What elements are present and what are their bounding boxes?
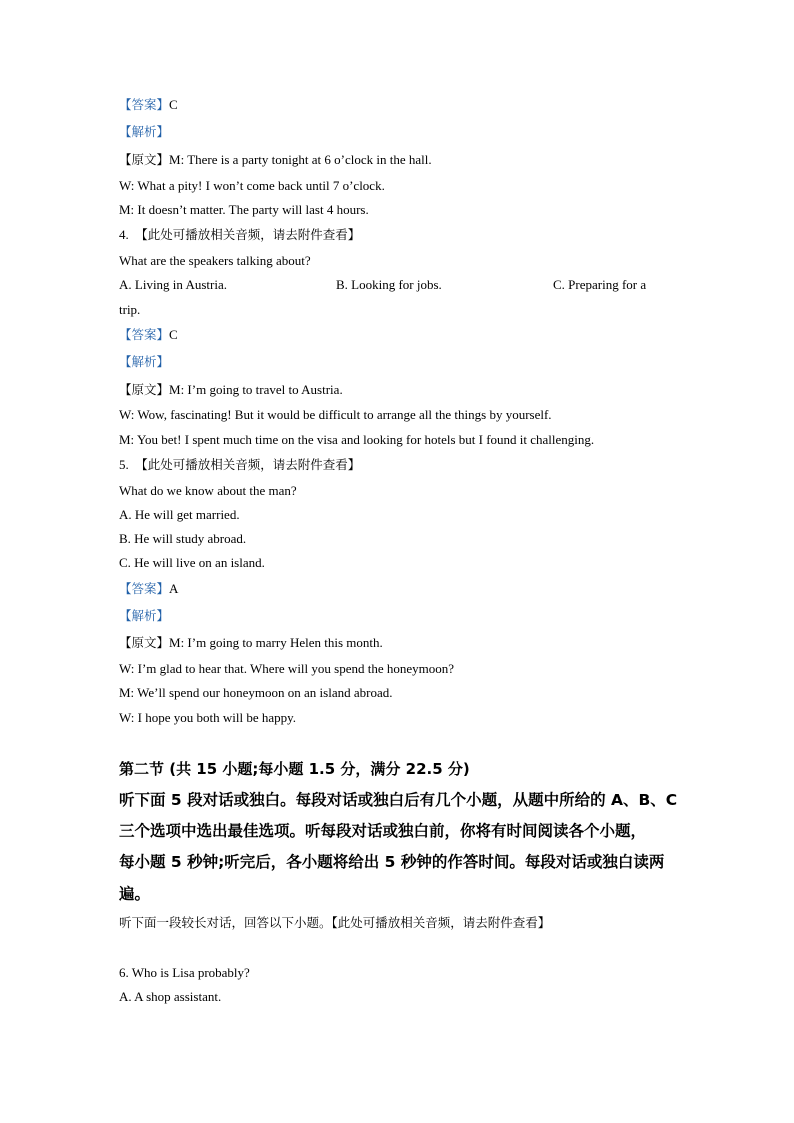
option-b: B. Looking for jobs.: [336, 277, 442, 292]
option-c: C. He will live on an island.: [119, 555, 265, 570]
question-text: 6. Who is Lisa probably?: [119, 965, 250, 980]
question-number: 4.: [119, 227, 129, 242]
q5-original-line: [119, 635, 383, 651]
question-text: What do we know about the man?: [119, 483, 297, 498]
original-tag: 【原文】: [119, 382, 170, 397]
transcript-line: M: It doesn’t matter. The party will last 4 hours.: [119, 202, 369, 217]
q5-analysis-line: [119, 608, 169, 624]
transcript-line: M: I’m going to marry Helen this month.: [169, 635, 383, 650]
instruction-line: 每小题 5 秒钟;听完后，各小题将给出 5 秒钟的作答时间。每段对话或独白读两: [119, 853, 665, 871]
original-tag: 【原文】: [119, 152, 170, 167]
q5-heading: [119, 457, 360, 473]
question-text: What are the speakers talking about?: [119, 253, 311, 268]
instruction-line: 三个选项中选出最佳选项。听每段对话或独白前，你将有时间阅读各个小题，: [119, 822, 647, 840]
analysis-tag: 【解析】: [119, 608, 170, 623]
q4-analysis-line: [119, 354, 169, 370]
option-a: A. A shop assistant.: [119, 989, 222, 1004]
transcript-line: M: You bet! I spent much time on the visa and looking for hotels but I found it challenging.: [119, 432, 595, 447]
answer-value: C: [169, 97, 178, 112]
instruction-line: 遍。: [119, 885, 151, 903]
audio-note: 【此处可播放相关音频，请去附件查看】: [135, 457, 361, 472]
analysis-tag: 【解析】: [119, 354, 170, 369]
transcript-line: M: There is a party tonight at 6 o’clock in the hall.: [169, 152, 432, 167]
transcript-line: W: I’m glad to hear that. Where will you spend the honeymoon?: [119, 661, 455, 676]
transcript-line: W: What a pity! I won’t come back until 7 o’clock.: [119, 178, 385, 193]
transcript-line: W: I hope you both will be happy.: [119, 710, 297, 725]
transcript-line: M: I’m going to travel to Austria.: [169, 382, 343, 397]
answer-tag: 【答案】: [119, 327, 170, 342]
option-a: A. He will get married.: [119, 507, 240, 522]
q4-original-line: [119, 382, 343, 398]
transcript-line: W: Wow, fascinating! But it would be difficult to arrange all the things by yourself.: [119, 407, 552, 422]
section-title: 第二节 (共 15 小题;每小题 1.5 分，满分 22.5 分): [119, 760, 470, 778]
q4-heading: [119, 227, 360, 243]
transcript-line: M: We’ll spend our honeymoon on an island abroad.: [119, 685, 393, 700]
q3-analysis-line: [119, 124, 169, 140]
sub-instruction: 听下面一段较长对话，回答以下小题。【此处可播放相关音频，请去附件查看】: [119, 915, 551, 930]
q3-original-line: [119, 152, 432, 168]
answer-value: C: [169, 327, 178, 342]
answer-tag: 【答案】: [119, 97, 170, 112]
q3-answer-line: [119, 97, 178, 113]
q4-answer-line: [119, 327, 178, 343]
answer-tag: 【答案】: [119, 581, 170, 596]
option-c-wrap: trip.: [119, 302, 141, 317]
analysis-tag: 【解析】: [119, 124, 170, 139]
audio-note: 【此处可播放相关音频，请去附件查看】: [135, 227, 361, 242]
answer-value: A: [169, 581, 179, 596]
original-tag: 【原文】: [119, 635, 170, 650]
option-b: B. He will study abroad.: [119, 531, 247, 546]
question-number: 5.: [119, 457, 129, 472]
option-c: C. Preparing for a: [553, 277, 647, 292]
option-a: A. Living in Austria.: [119, 277, 227, 292]
instruction-line: 听下面 5 段对话或独白。每段对话或独白后有几个小题，从题中所给的 A、B、C: [119, 791, 678, 809]
q5-answer-line: [119, 581, 178, 597]
